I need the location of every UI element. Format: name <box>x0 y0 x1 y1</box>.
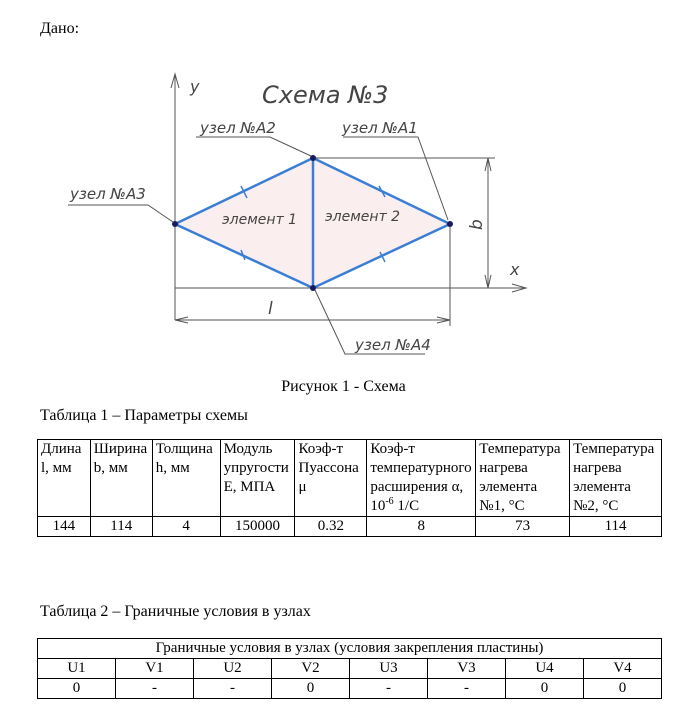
figure-caption: Рисунок 1 - Схема <box>281 378 406 395</box>
header-temp-element-2: Температура нагрева элемента №2, °С <box>570 440 662 517</box>
header-poisson-ratio: Коэф-т Пуассона μ <box>295 440 367 517</box>
table2-title-row <box>38 639 662 659</box>
parameters-table <box>37 439 662 537</box>
node-a1-label: узел №А1 <box>342 119 418 137</box>
table1-header-row <box>38 440 662 517</box>
value-u4: 0 <box>506 679 584 699</box>
value-thickness: 4 <box>152 517 220 537</box>
value-u3: - <box>350 679 428 699</box>
header-temp-element-1: Температура нагрева элемента №1, °С <box>476 440 570 517</box>
table1-caption: Таблица 1 – Параметры схемы <box>40 407 248 424</box>
value-u2: - <box>194 679 272 699</box>
header-v3: V3 <box>428 659 506 679</box>
header-v4: V4 <box>584 659 662 679</box>
x-axis-label: x <box>510 260 520 279</box>
header-u2: U2 <box>194 659 272 679</box>
node-a4-dot <box>310 285 316 291</box>
node-a3-label: узел №А3 <box>70 185 146 203</box>
header-thermal-expansion-exp: -6 <box>385 496 394 507</box>
node-a1-dot <box>447 221 453 227</box>
value-elastic-modulus: 150000 <box>220 517 295 537</box>
dim-b-label: b <box>467 219 487 230</box>
table1-values-row <box>38 517 662 537</box>
scheme-title: Схема №3 <box>262 81 389 109</box>
table2-values-row <box>38 679 662 699</box>
element-1-label: элемент 1 <box>222 212 298 228</box>
value-v2: 0 <box>272 679 350 699</box>
table2-caption: Таблица 2 – Граничные условия в узлах <box>40 603 311 620</box>
node-a4-label: узел №А4 <box>355 336 431 354</box>
header-thickness: Толщина h, мм <box>152 440 220 517</box>
value-thermal-expansion: 8 <box>367 517 476 537</box>
dim-l-label: l <box>268 299 273 319</box>
value-v3: - <box>428 679 506 699</box>
header-thermal-expansion <box>367 440 476 517</box>
header-width: Ширина b, мм <box>90 440 152 517</box>
node-a3-dot <box>172 221 178 227</box>
value-length: 144 <box>38 517 91 537</box>
value-u1: 0 <box>38 679 116 699</box>
leader-a2 <box>196 137 311 156</box>
y-axis-label: y <box>190 77 200 96</box>
value-v4: 0 <box>584 679 662 699</box>
header-u1: U1 <box>38 659 116 679</box>
scheme-diagram <box>40 60 560 370</box>
header-v1: V1 <box>116 659 194 679</box>
header-u4: U4 <box>506 659 584 679</box>
boundary-conditions-table <box>37 638 662 699</box>
value-v1: - <box>116 679 194 699</box>
header-length: Длина l, мм <box>38 440 91 517</box>
header-thermal-expansion-unit: 1/С <box>393 498 420 514</box>
node-a2-label: узел №А2 <box>200 119 276 137</box>
table2-header-row <box>38 659 662 679</box>
header-u3: U3 <box>350 659 428 679</box>
table2-title: Граничные условия в узлах (условия закрепления пластины) <box>38 639 662 659</box>
value-width: 114 <box>90 517 152 537</box>
value-temp-element-2: 114 <box>570 517 662 537</box>
given-label: Дано: <box>40 20 80 37</box>
leader-a3 <box>68 205 173 222</box>
value-poisson-ratio: 0.32 <box>295 517 367 537</box>
node-a2-dot <box>310 155 316 161</box>
header-v2: V2 <box>272 659 350 679</box>
header-thermal-expansion-text: Коэф-т температурного расширения α, 10 <box>370 441 472 514</box>
value-temp-element-1: 73 <box>476 517 570 537</box>
element-2-label: элемент 2 <box>325 209 401 225</box>
header-elastic-modulus: Модуль упругости E, МПА <box>220 440 295 517</box>
